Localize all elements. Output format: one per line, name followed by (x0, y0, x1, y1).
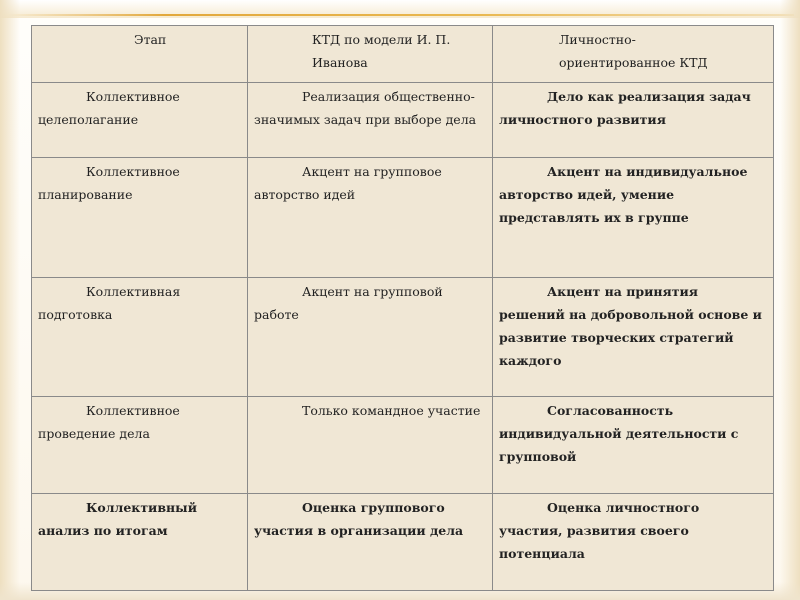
cell-stage: Коллективное проведение дела (32, 397, 248, 494)
cell-ivanov: Только командное участие (248, 397, 493, 494)
cell-stage: Коллективный анализ по итогам (32, 494, 248, 591)
cell-personal: Акцент на принятия решений на добровольной основе и развитие творческих стратегий каждого (493, 278, 774, 397)
header-stage: Этап (32, 26, 248, 83)
cell-stage: Коллективное целеполагание (32, 83, 248, 158)
header-personal-ktd: Личностно-ориентированное КТД (493, 26, 774, 83)
slide-frame-left (0, 0, 20, 600)
slide-accent-line (6, 14, 794, 16)
cell-ivanov: Оценка группового участия в организации дела (248, 494, 493, 591)
cell-personal: Дело как реализация задач личностного развития (493, 83, 774, 158)
table-row (32, 83, 774, 158)
cell-personal: Акцент на индивидуальное авторство идей, умение представлять их в группе (493, 158, 774, 278)
slide-frame-right (780, 0, 800, 600)
cell-personal: Согласованность индивидуальной деятельности с групповой (493, 397, 774, 494)
cell-personal: Оценка личностного участия, развития своего потенциала (493, 494, 774, 591)
table-row (32, 397, 774, 494)
table-row (32, 158, 774, 278)
table-row (32, 494, 774, 591)
cell-stage: Коллективная подготовка (32, 278, 248, 397)
table-header-row (32, 26, 774, 83)
table-row (32, 278, 774, 397)
header-ivanov-model: КТД по модели И. П. Иванова (248, 26, 493, 83)
comparison-table (31, 25, 774, 591)
cell-ivanov: Акцент на групповое авторство идей (248, 158, 493, 278)
cell-ivanov: Акцент на групповой работе (248, 278, 493, 397)
cell-ivanov: Реализация общественно-значимых задач при выборе дела (248, 83, 493, 158)
cell-stage: Коллективное планирование (32, 158, 248, 278)
